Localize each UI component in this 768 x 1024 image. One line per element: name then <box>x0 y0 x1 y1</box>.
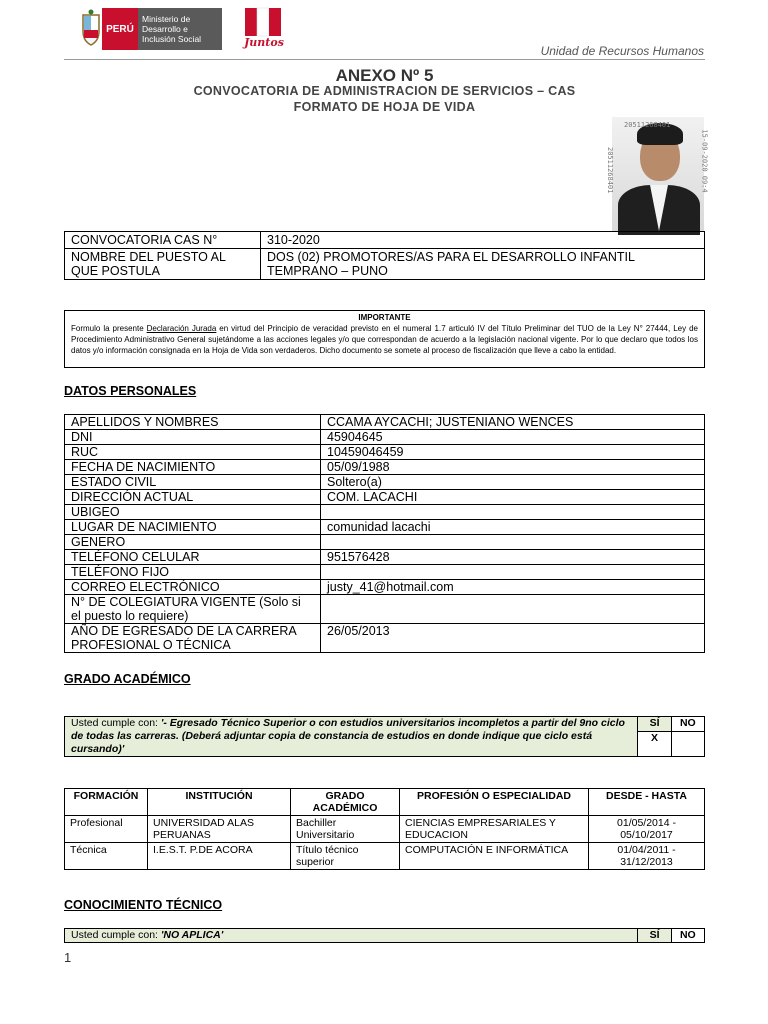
datos-label: UBIGEO <box>65 505 321 520</box>
ministry-logo: Ministerio de Desarrollo e Inclusión Social <box>138 8 222 50</box>
col-header: FORMACIÓN <box>65 789 148 816</box>
datos-row <box>65 595 705 624</box>
coat-of-arms-icon <box>80 9 102 49</box>
datos-value: CCAMA AYCACHI; JUSTENIANO WENCES <box>321 415 705 430</box>
si-header: SÍ <box>638 929 671 943</box>
datos-value: 10459046459 <box>321 445 705 460</box>
datos-row <box>65 550 705 565</box>
datos-value <box>321 535 705 550</box>
unit-label: Unidad de Recursos Humanos <box>540 44 704 58</box>
formacion-cell-tipo: Técnica <box>65 843 148 870</box>
page-number: 1 <box>64 950 72 965</box>
peru-logo: PERÚ <box>102 8 138 50</box>
datos-row <box>65 520 705 535</box>
datos-label: ESTADO CIVIL <box>65 475 321 490</box>
formacion-cell-profesion: CIENCIAS EMPRESARIALES Y EDUCACION <box>400 816 589 843</box>
photo-stamp: 20511268401 <box>606 147 614 194</box>
conocimiento-requirement: Usted cumple con: 'NO APLICA' <box>65 929 638 943</box>
si-header: SÍ <box>638 717 671 732</box>
datos-label: TELÉFONO FIJO <box>65 565 321 580</box>
formacion-cell-fechas: 01/04/2011 - 31/12/2013 <box>589 843 705 870</box>
col-header: INSTITUCIÓN <box>148 789 291 816</box>
applicant-photo <box>606 117 709 231</box>
juntos-flag-icon <box>243 6 285 38</box>
datos-value: COM. LACACHI <box>321 490 705 505</box>
datos-row <box>65 460 705 475</box>
no-header: NO <box>671 717 704 732</box>
convocatoria-value: 310-2020 <box>261 232 705 249</box>
grado-academico-title: GRADO ACADÉMICO <box>64 672 191 686</box>
convocatoria-label: CONVOCATORIA CAS N° <box>65 232 261 249</box>
datos-value: Soltero(a) <box>321 475 705 490</box>
datos-row <box>65 580 705 595</box>
datos-label: APELLIDOS Y NOMBRES <box>65 415 321 430</box>
col-header: PROFESIÓN O ESPECIALIDAD <box>400 789 589 816</box>
datos-value: 26/05/2013 <box>321 624 705 653</box>
datos-value <box>321 565 705 580</box>
datos-label: CORREO ELECTRÓNICO <box>65 580 321 595</box>
conocimiento-requirement-table <box>64 928 705 943</box>
datos-row <box>65 565 705 580</box>
datos-label: LUGAR DE NACIMIENTO <box>65 520 321 535</box>
formacion-cell-fechas: 01/05/2014 - 05/10/2017 <box>589 816 705 843</box>
conocimiento-tecnico-title: CONOCIMIENTO TÉCNICO <box>64 898 223 912</box>
formacion-cell-tipo: Profesional <box>65 816 148 843</box>
formacion-row <box>65 816 705 843</box>
col-header: GRADO ACADÉMICO <box>291 789 400 816</box>
importante-text: Formulo la presente Declaración Jurada en virtud del Principio de veracidad previsto en el numeral 1.7 articuló IV del Título Preliminar del TUO de la Ley N° 27444, Ley de Procedimiento Administrativo General sujetándome a las acciones legales y/o que correspondan de acuerdo a la legislación nacional vigente. Por lo que declaro que todos los datos y/o información consignada en la Hoja de Vida son verdaderos. Dicho documento se somete al proceso de fiscalización que lleve a cabo la entidad. <box>71 324 698 355</box>
datos-label: FECHA DE NACIMIENTO <box>65 460 321 475</box>
datos-value: justy_41@hotmail.com <box>321 580 705 595</box>
formacion-cell-grado: Bachiller Universitario <box>291 816 400 843</box>
photo-stamp: 15-09-2020 09:4 <box>700 129 709 193</box>
convocatoria-title: CONVOCATORIA DE ADMINISTRACION DE SERVICIOS – CAS <box>193 84 576 98</box>
anexo-title: ANEXO Nº 5 <box>335 66 434 85</box>
datos-row <box>65 535 705 550</box>
datos-row <box>65 505 705 520</box>
formacion-cell-institucion: UNIVERSIDAD ALAS PERUANAS <box>148 816 291 843</box>
datos-value <box>321 505 705 520</box>
datos-value: 45904645 <box>321 430 705 445</box>
photo-stamp: 20511268401 <box>624 121 671 129</box>
puesto-value: DOS (02) PROMOTORES/AS PARA EL DESARROLLO INFANTIL TEMPRANO – PUNO <box>261 249 705 280</box>
datos-row <box>65 475 705 490</box>
datos-value: 05/09/1988 <box>321 460 705 475</box>
datos-label: GENERO <box>65 535 321 550</box>
datos-label: AÑO DE EGRESADO DE LA CARRERA PROFESIONAL O TÉCNICA <box>65 624 321 653</box>
header-divider <box>64 59 705 60</box>
formacion-cell-institucion: I.E.S.T. P.DE ACORA <box>148 843 291 870</box>
datos-value: 951576428 <box>321 550 705 565</box>
datos-label: N° DE COLEGIATURA VIGENTE (Solo si el puesto lo requiere) <box>65 595 321 624</box>
datos-label: DIRECCIÓN ACTUAL <box>65 490 321 505</box>
format-title: FORMATO DE HOJA DE VIDA <box>293 100 476 114</box>
no-checkbox[interactable] <box>671 732 704 757</box>
datos-row <box>65 415 705 430</box>
si-checkbox[interactable]: X <box>638 732 671 757</box>
convocatoria-table <box>64 231 705 280</box>
datos-label: RUC <box>65 445 321 460</box>
puesto-label: NOMBRE DEL PUESTO AL QUE POSTULA <box>65 249 261 280</box>
formacion-cell-grado: Título técnico superior <box>291 843 400 870</box>
grado-requirement: Usted cumple con: '- Egresado Técnico Superior o con estudios universitarios incompletos a partir del 9no ciclo de todas las carreras. (Deberá adjuntar copia de constancia de estudios en donde indique que ciclo está cursando)' <box>65 717 638 757</box>
formacion-row <box>65 843 705 870</box>
formacion-cell-profesion: COMPUTACIÓN E INFORMÁTICA <box>400 843 589 870</box>
importante-heading: IMPORTANTE <box>358 313 411 322</box>
datos-row <box>65 445 705 460</box>
no-header: NO <box>671 929 704 943</box>
datos-row <box>65 624 705 653</box>
col-header: DESDE - HASTA <box>589 789 705 816</box>
datos-row <box>65 490 705 505</box>
datos-value: comunidad lacachi <box>321 520 705 535</box>
importante-box <box>64 310 705 368</box>
juntos-logo-text: Juntos <box>244 36 284 49</box>
datos-value <box>321 595 705 624</box>
datos-personales-title: DATOS PERSONALES <box>64 384 197 398</box>
datos-label: DNI <box>65 430 321 445</box>
formacion-table <box>64 788 705 870</box>
datos-label: TELÉFONO CELULAR <box>65 550 321 565</box>
datos-personales-table <box>64 414 705 653</box>
grado-requirement-table <box>64 716 705 757</box>
datos-row <box>65 430 705 445</box>
